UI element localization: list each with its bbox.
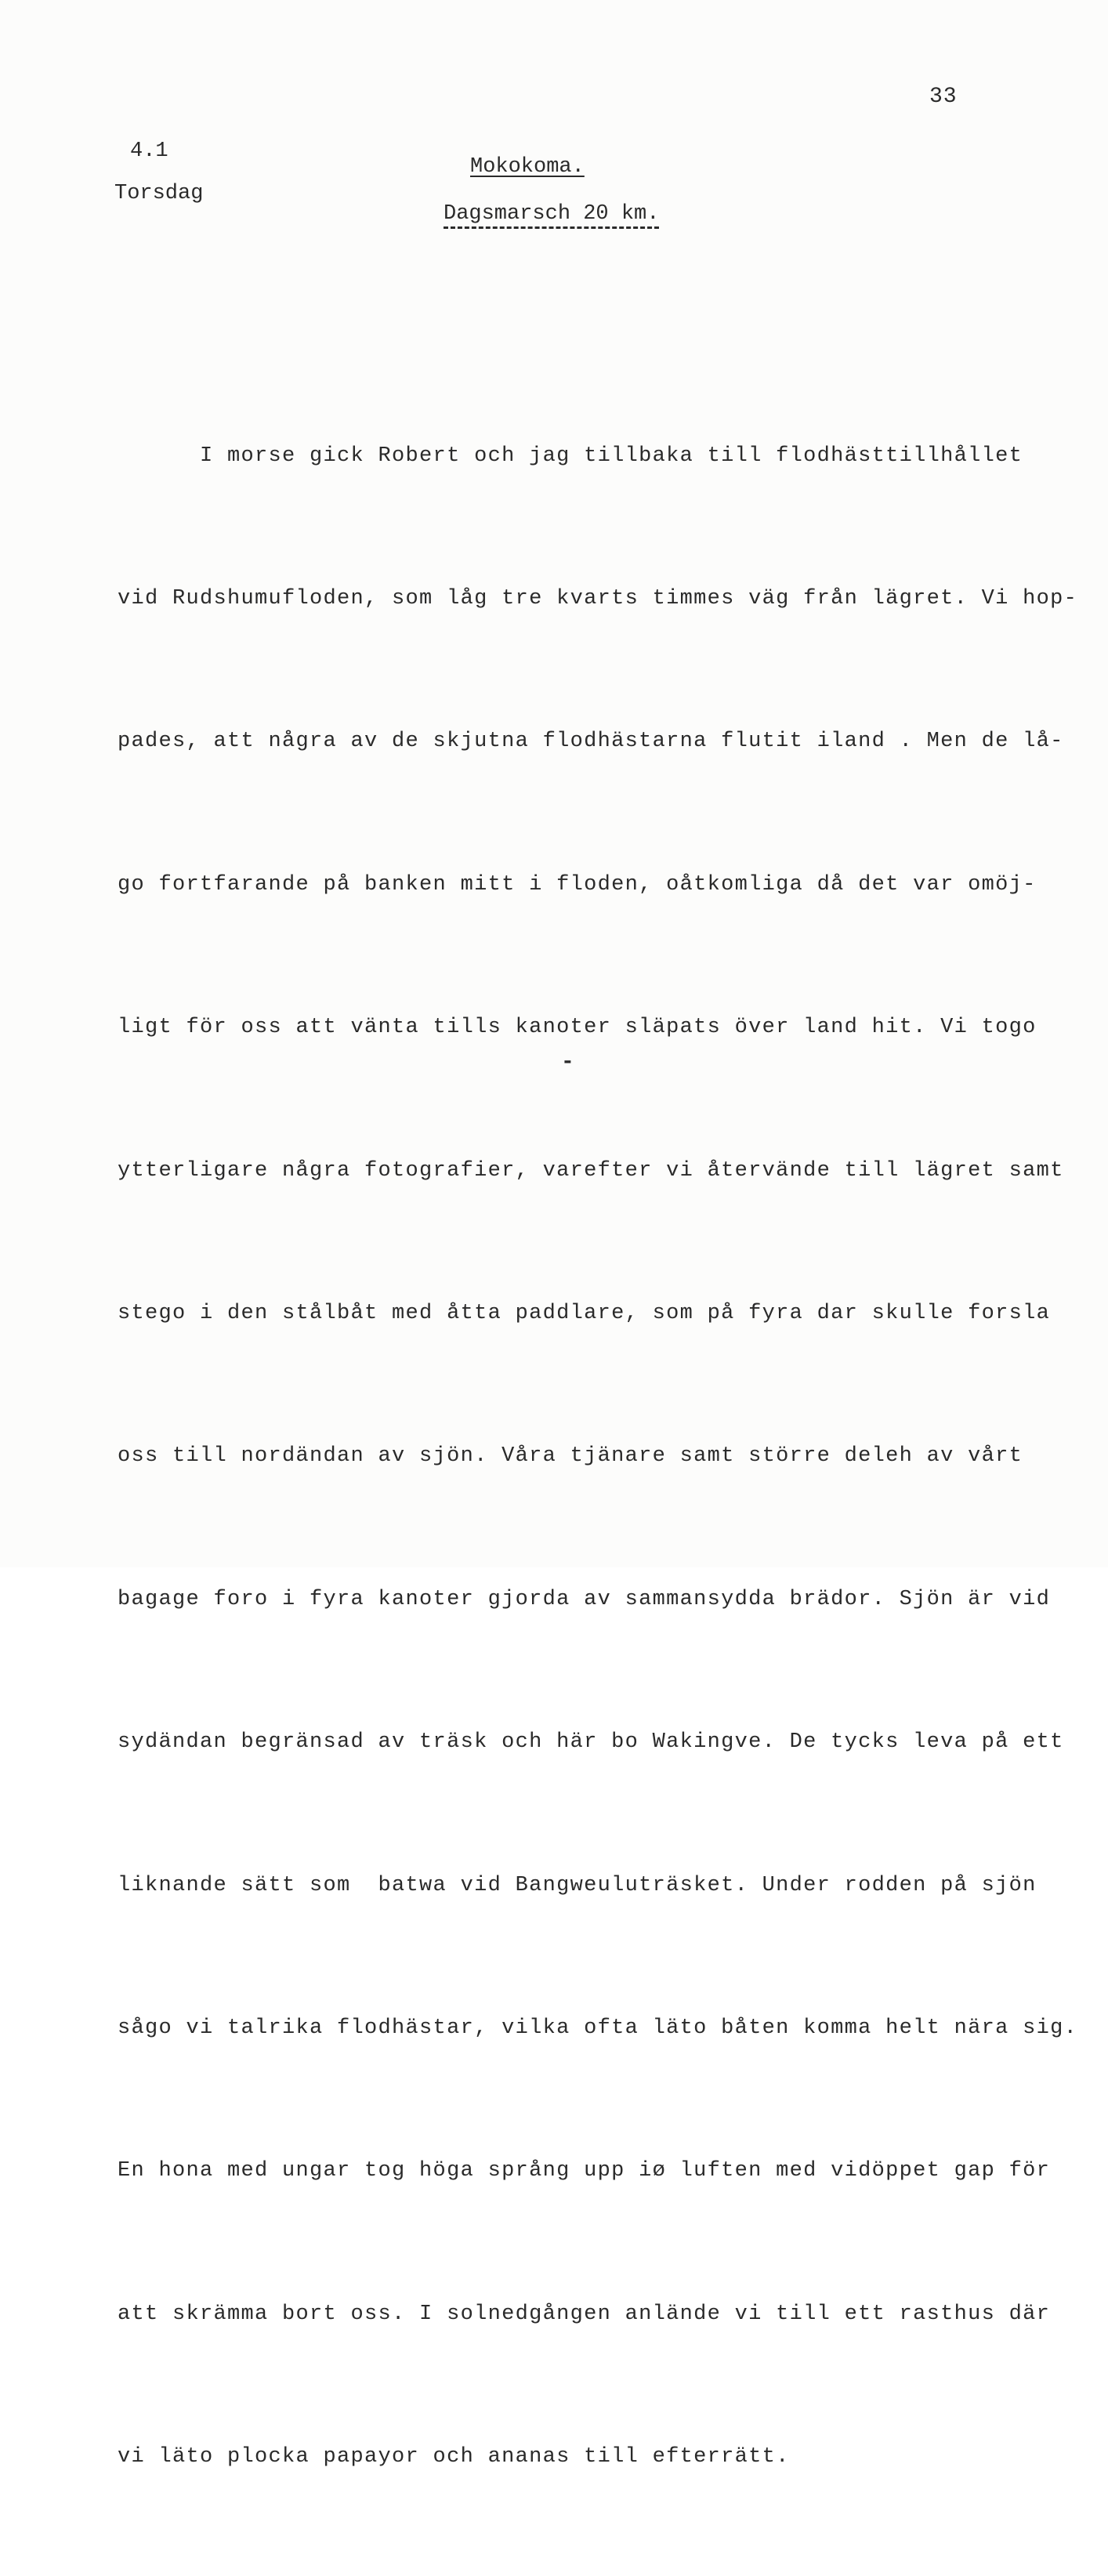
body-line: stego i den stålbåt med åtta paddlare, som på fyra dar skulle forsla [118, 1301, 1051, 1325]
body-line: liknande sätt som batwa vid Bangweuluträsket. Under rodden på sjön [118, 1873, 1037, 1897]
body-line: I morse gick Robert och jag tillbaka till flodhästtillhållet [118, 444, 1023, 468]
body-line: En hona med ungar tog höga språng upp iø luften med vidöppet gap för [118, 2159, 1051, 2183]
body-line: att skrämma bort oss. I solnedgången anlände vi till ett rasthus där [118, 2302, 1051, 2326]
body-line: vid Rudshumufloden, som låg tre kvarts timmes väg från lägret. Vi hop- [118, 586, 1078, 610]
entry-date: 4.1 [130, 139, 168, 163]
body-line: bagage foro i fyra kanoter gjorda av sammansydda brädor. Sjön är vid [118, 1587, 1051, 1611]
body-line: sydändan begränsad av träsk och här bo Wakingve. De tycks leva på ett [118, 1730, 1064, 1755]
body-line: oss till nordändan av sjön. Våra tjänare samt större deleh av vårt [118, 1444, 1023, 1469]
body-line: ytterligare några fotografier, varefter vi återvände till lägret samt [118, 1158, 1064, 1183]
body-line: sågo vi talrika flodhästar, vilka ofta läto båten komma helt nära sig. [118, 2016, 1078, 2040]
entry-body-text [118, 337, 1089, 2576]
entry-weekday: Torsdag [114, 182, 204, 205]
body-line: vi läto plocka papayor och ananas till efterrätt. [118, 2445, 790, 2469]
entry-day-march: Dagsmarsch 20 km. [444, 202, 659, 229]
body-line: pades, att några av de skjutna flodhästarna flutit iland . Men de lå- [118, 730, 1064, 754]
page-number: 33 [929, 85, 958, 109]
entry-place-title: Mokokoma. [470, 155, 585, 179]
body-line: go fortfarande på banken mitt i floden, oåtkomliga då det var omöj- [118, 872, 1037, 897]
body-line: ligt för oss att vänta tills kanoter släpats över land hit. Vi togo [118, 1016, 1037, 1040]
end-mark: - [561, 1050, 574, 1074]
